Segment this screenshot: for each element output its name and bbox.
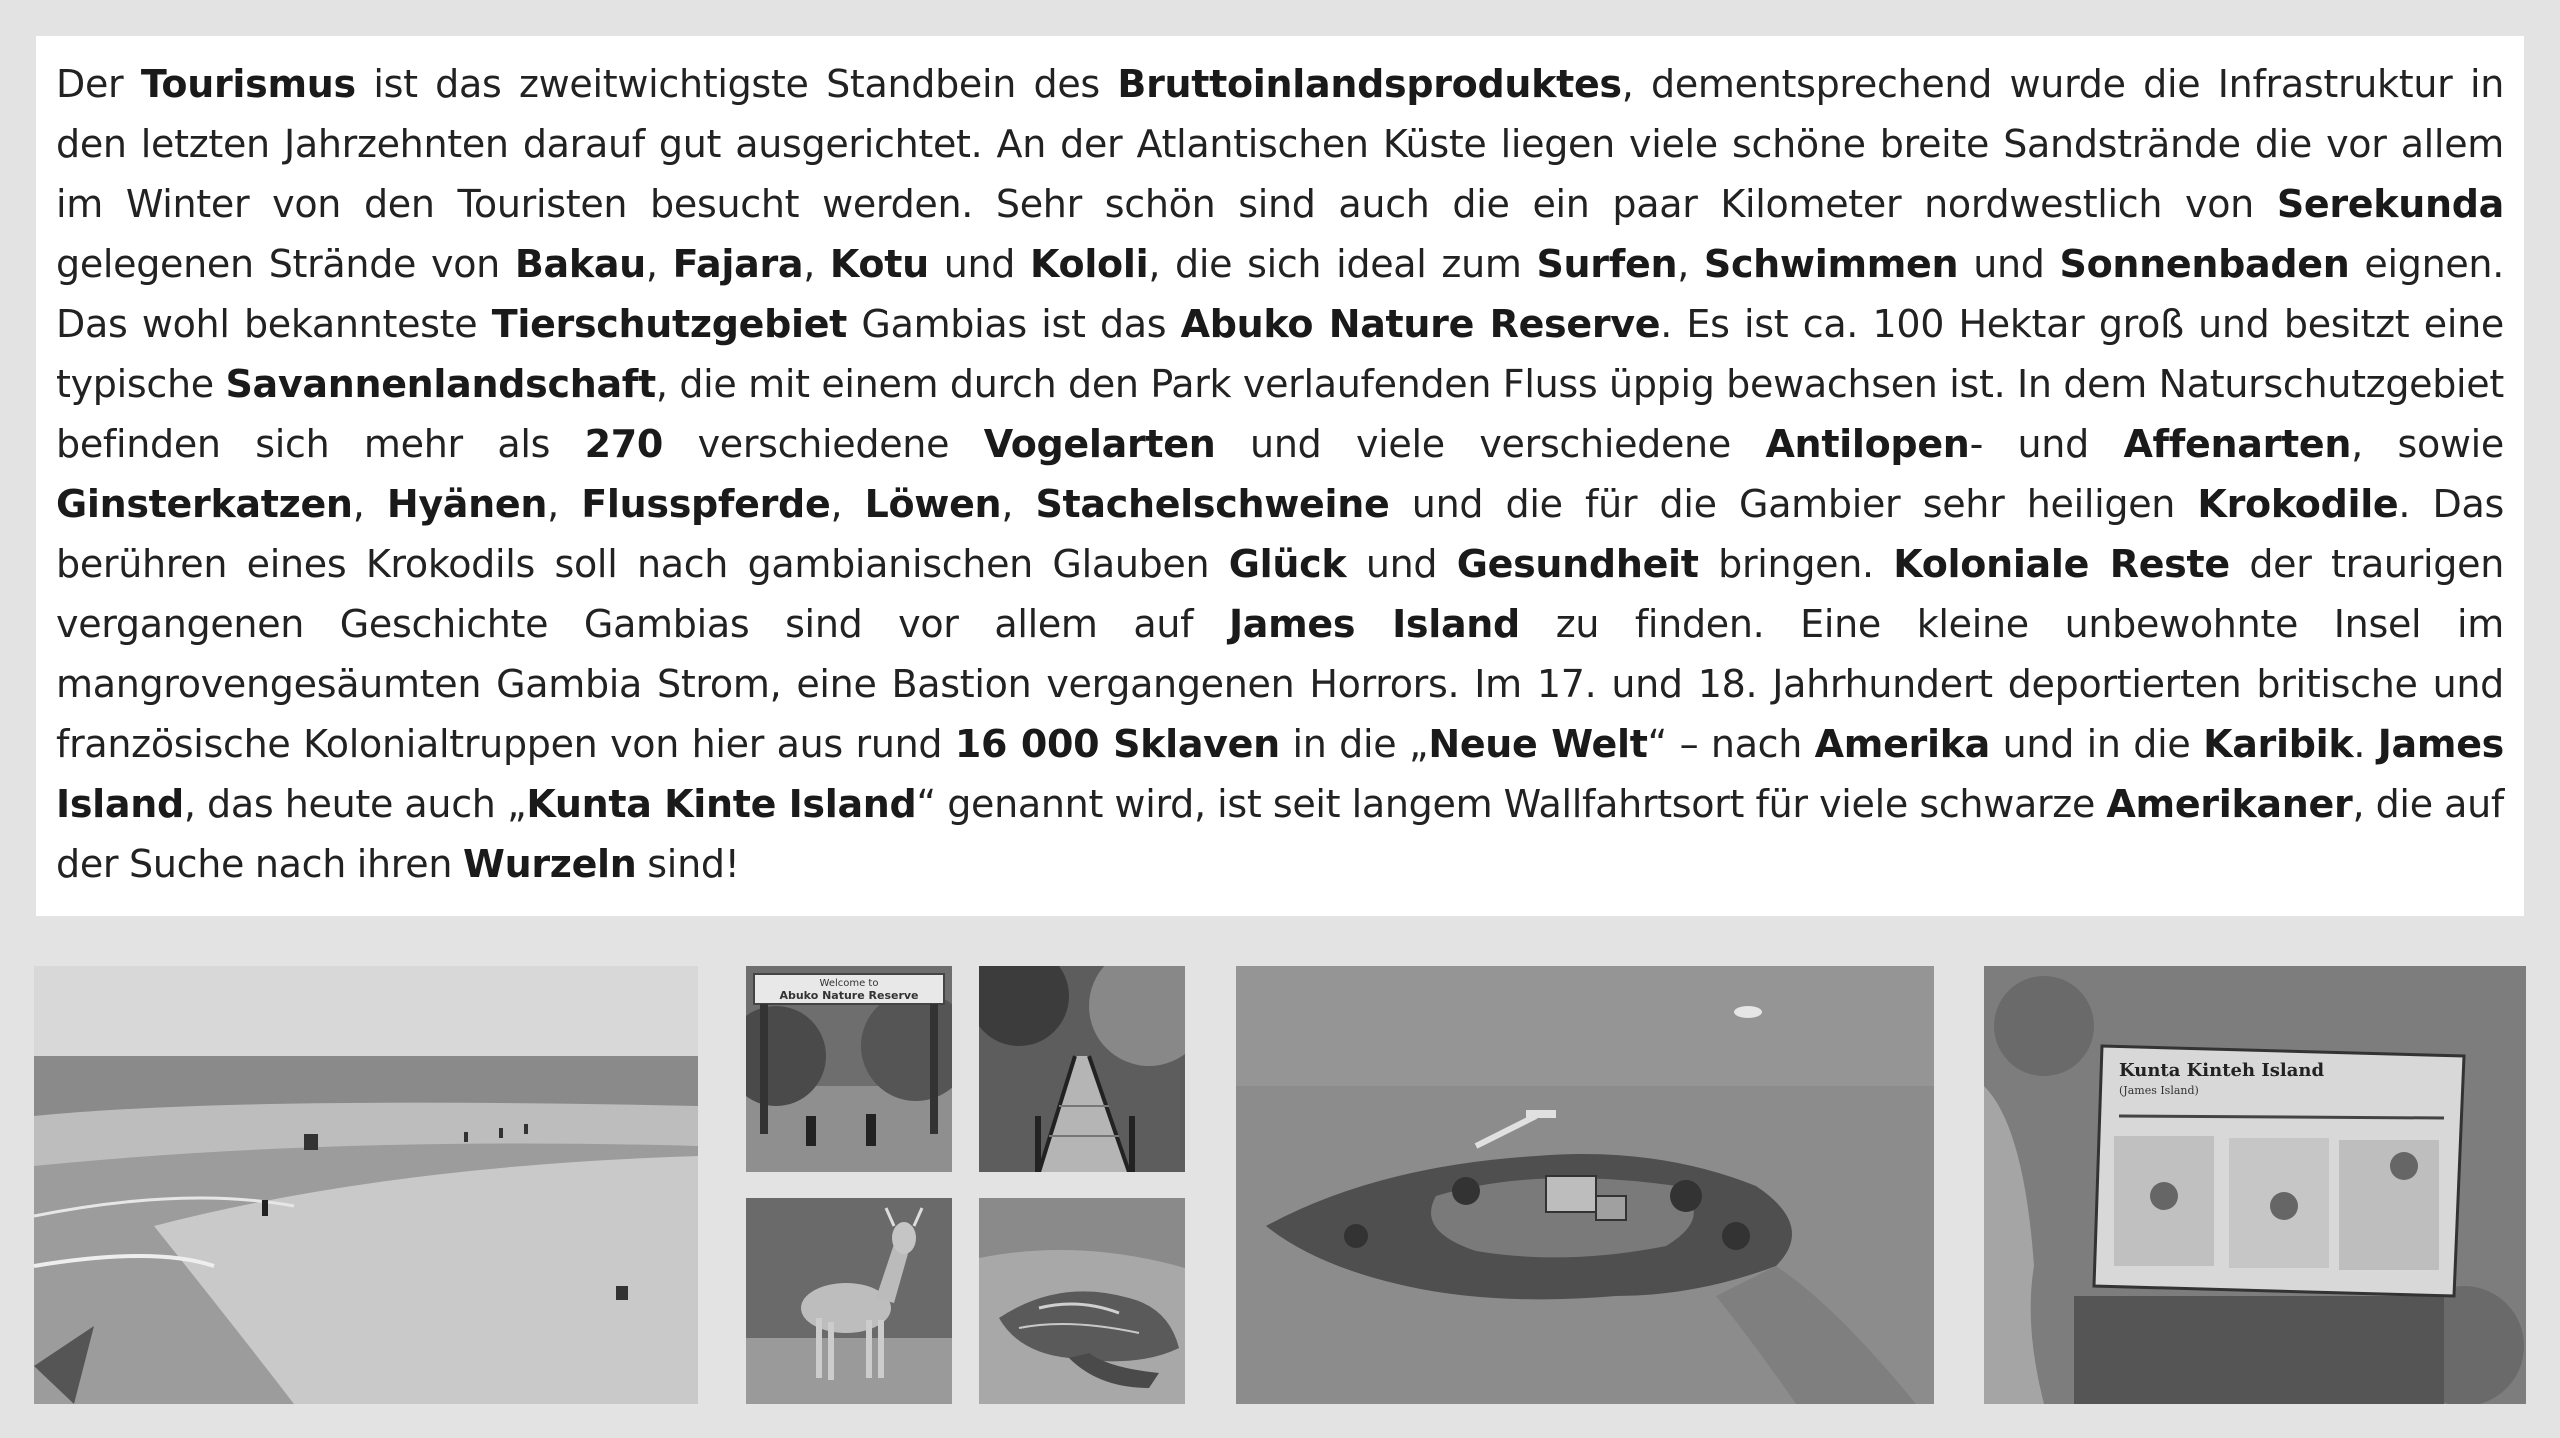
text-run: ist das zweitwichtigste Standbein des [355,62,1118,106]
text-run: , [1001,482,1036,526]
text-run: , [547,482,582,526]
boardwalk-photo [979,966,1185,1172]
keyword-bold: Fajara [672,242,804,286]
james-island-photo [1236,966,1934,1404]
keyword-bold: Kunta Kinte Island [526,782,917,826]
text-run: und viele verschiedene [1215,422,1766,466]
keyword-bold: Schwimmen [1703,242,1959,286]
text-run: . Es ist ca. 100 Hektar groß und besitzt eine typische [56,302,2504,406]
text-run: Gambias ist das [847,302,1181,346]
keyword-bold: Tourismus [140,62,356,106]
keyword-bold: Gesundheit [1456,542,1699,586]
keyword-bold: Neue Welt [1428,722,1648,766]
antelope-photo [746,1198,952,1404]
text-run: , das heute auch „ [183,782,527,826]
text-run: - und [1969,422,2124,466]
text-run: bringen. [1698,542,1894,586]
text-run: “ genannt wird, ist seit langem Wallfahrtsort für viele schwarze [916,782,2107,826]
abuko-entrance-photo [746,966,952,1172]
text-run: . [2353,722,2378,766]
text-run: , die auf der Suche nach ihren [56,782,2504,886]
text-run: , dementsprechend wurde die Infrastruktur in den letzten Jahrzehnten darauf gut ausgerichtet. An der Atlantischen Küste liegen viele schöne breite Sandstrände die vor allem im Winter von den Touristen besucht werden. Sehr schön sind auch die ein paar Kilometer nordwestlich von [56,62,2504,226]
keyword-bold: Affenarten [2123,422,2352,466]
keyword-bold: Krokodile [2197,482,2399,526]
kunta-kinteh-plaque-photo [1984,966,2526,1404]
text-run: , [830,482,865,526]
plaque-title: Kunta Kinteh Island [2119,1060,2325,1081]
keyword-bold: Ginsterkatzen [56,482,353,526]
keyword-bold: Hyänen [386,482,548,526]
keyword-bold: Abuko Nature Reserve [1180,302,1661,346]
keyword-bold: Tierschutzgebiet [491,302,848,346]
text-run: und [1346,542,1457,586]
keyword-bold: Sonnenbaden [2059,242,2350,286]
keyword-bold: 16 000 Sklaven [954,722,1280,766]
keyword-bold: Surfen [1536,242,1678,286]
keyword-bold: James Island [1228,602,1520,646]
article-paragraph [56,54,2504,894]
text-run: , die sich ideal zum [1148,242,1537,286]
keyword-bold: Bakau [514,242,646,286]
keyword-bold: Kotu [829,242,929,286]
text-run: in die „ [1279,722,1429,766]
keyword-bold: Vogelarten [983,422,1216,466]
text-run: Der [56,62,141,106]
keyword-bold: Flusspferde [581,482,831,526]
text-run: , die mit einem durch den Park verlaufenden Fluss üppig bewachsen ist. In dem Naturschutzgebiet befinden sich mehr als [56,362,2504,466]
abuko-sign-line2: Abuko Nature Reserve [779,989,919,1002]
text-run: und [928,242,1031,286]
text-run: der traurigen vergangenen Geschichte Gambias sind vor allem auf [56,542,2504,646]
text-run: . Das berühren eines Krokodils soll nach gambianischen Glauben [56,482,2504,586]
keyword-bold: Wurzeln [462,842,637,886]
article-text-box [36,36,2524,916]
text-run: gelegenen Strände von [56,242,515,286]
text-run: , [352,482,387,526]
crocodile-photo [979,1198,1185,1404]
keyword-bold: Koloniale Reste [1893,542,2230,586]
keyword-bold: Serekunda [2276,182,2504,226]
text-run: sind! [636,842,740,886]
text-run: und die für die Gambier sehr heiligen [1389,482,2198,526]
keyword-bold: Bruttoinlandsproduktes [1117,62,1622,106]
keyword-bold: Glück [1228,542,1347,586]
keyword-bold: Savannenlandschaft [225,362,656,406]
keyword-bold: James Island [56,722,2504,826]
text-run: , sowie [2351,422,2505,466]
text-run: und [1958,242,2060,286]
keyword-bold: Amerikaner [2106,782,2353,826]
text-run: “ – nach [1647,722,1815,766]
abuko-sign-line1: Welcome to [819,978,879,989]
keyword-bold: 270 [584,422,664,466]
text-run: und in die [1990,722,2204,766]
plaque-subtitle: (James Island) [2119,1084,2199,1097]
text-run: eignen. Das wohl bekannteste [56,242,2504,346]
keyword-bold: Karibik [2203,722,2354,766]
beach-photo [34,966,698,1404]
keyword-bold: Kololi [1030,242,1149,286]
keyword-bold: Stachelschweine [1035,482,1390,526]
text-run: , [1677,242,1704,286]
text-run: zu finden. Eine kleine unbewohnte Insel im mangrovengesäumten Gambia Strom, eine Bastion vergangenen Horrors. Im 17. und 18. Jahrhundert deportierten britische und französische Kolonialtruppen von hier aus rund [56,602,2504,766]
text-run: , [645,242,673,286]
text-run: verschiedene [663,422,984,466]
text-run: , [803,242,830,286]
keyword-bold: Amerika [1814,722,1991,766]
keyword-bold: Antilopen [1765,422,1970,466]
keyword-bold: Löwen [864,482,1002,526]
